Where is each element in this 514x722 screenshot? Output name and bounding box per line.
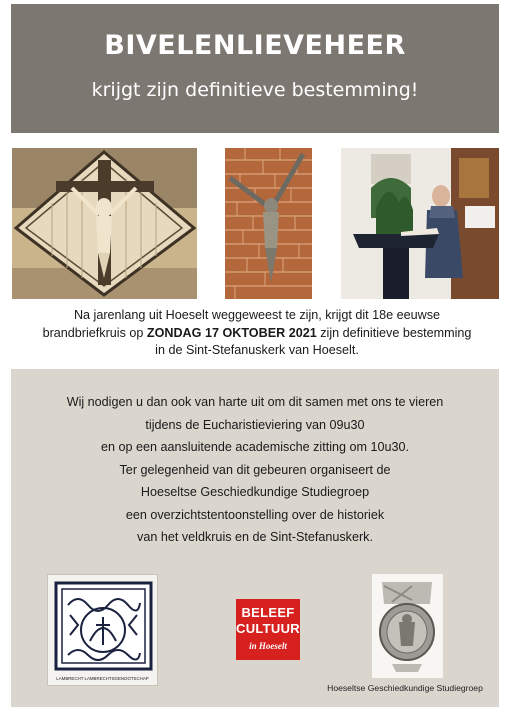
invitation-line: en op een aansluitende academische zitting om 10u30. (100, 440, 410, 454)
intro-line-3: in de Sint-Stefanuskerk van Hoeselt. (155, 343, 359, 357)
header-banner (11, 4, 499, 133)
photo-wayside-cross (12, 148, 197, 299)
beleef-logo-line-1: BELEEF (241, 605, 295, 620)
invitation-line: tijdens de Eucharistieviering van 09u30 (145, 417, 365, 432)
intro-line-2-post: zijn definitieve bestemming (316, 325, 472, 340)
intro-line-1: Na jarenlang uit Hoeselt weggeweest te zijn, krijgt dit 18e eeuwse (73, 308, 441, 322)
intro-paragraph (10, 307, 504, 360)
beleef-cultuur-logo (236, 599, 300, 660)
page-subtitle: krijgt zijn definitieve bestemming! (91, 79, 419, 101)
intro-line-2 (10, 325, 504, 343)
invitation-line: van het veldkruis en de Sint-Stefanuskerk. (137, 530, 373, 544)
invitation-text (11, 391, 499, 549)
invitation-line: Wij nodigen u dan ook van harte uit om dit samen met ons te vieren (66, 395, 444, 409)
lambrecht-caption: LAMBRECHT LAMBRECHTSGENOOTSCHAP (56, 676, 149, 681)
beleef-logo-line-3: in Hoeselt (249, 641, 287, 651)
intro-line-2-pre: brandbriefkruis op (42, 325, 147, 340)
invitation-line: Ter gelegenheid van dit gebeuren organiseert de (119, 462, 391, 477)
studiegroep-caption: Hoeseltse Geschiedkundige Studiegroep (327, 683, 483, 693)
beleef-logo-line-2: CULTUUR (236, 621, 300, 636)
studiegroep-seal-logo (372, 574, 443, 678)
event-date: ZONDAG 17 OKTOBER 2021 (146, 325, 317, 340)
invitation-line: Hoeseltse Geschiedkundige Studiegroep (140, 485, 370, 499)
page-title: BIVELENLIEVEHEER (104, 30, 406, 61)
photo-crucifix-brick (225, 148, 312, 299)
lambrecht-logo (47, 574, 158, 686)
photo-church-lectern (341, 148, 499, 299)
invitation-line: een overzichtstentoonstelling over de historiek (125, 507, 385, 522)
